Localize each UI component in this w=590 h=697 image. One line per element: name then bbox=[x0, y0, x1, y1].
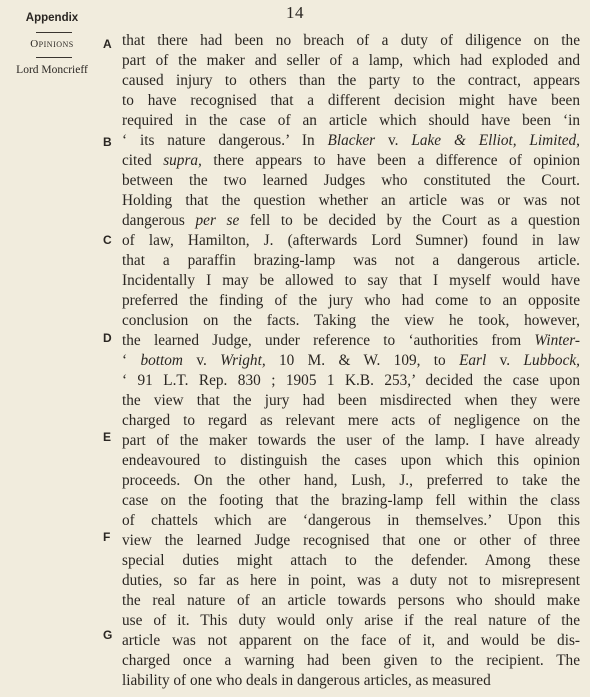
text-segment: ‘ bbox=[122, 352, 141, 369]
text-line bbox=[122, 271, 580, 291]
text-line bbox=[122, 671, 580, 691]
text-line bbox=[122, 551, 580, 571]
text-line bbox=[122, 231, 580, 251]
text-segment: of law, Hamilton, J. (afterwards Lord Sumner) found in law bbox=[122, 232, 580, 249]
text-segment: to have recognised that a different decision might have been bbox=[122, 92, 580, 109]
text-line bbox=[122, 611, 580, 631]
text-segment: part of the maker towards the user of the lamp. I have already bbox=[122, 432, 580, 449]
text-line bbox=[122, 111, 580, 131]
text-segment: charged once a warning had been given to the recipient. The bbox=[122, 652, 580, 669]
text-line bbox=[122, 331, 580, 351]
text-segment: the learned Judge, under reference to ‘authorities from bbox=[122, 332, 535, 349]
margin-rule bbox=[36, 32, 72, 33]
text-segment: that a paraffin brazing-lamp was not a dangerous article. bbox=[122, 252, 580, 269]
text-segment: duties, so far as here in point, was a duty not to misrepresent bbox=[122, 572, 580, 589]
text-segment: Incidentally I may be allowed to say that I myself would have bbox=[122, 272, 580, 289]
text-line bbox=[122, 411, 580, 431]
margin-rule bbox=[36, 57, 72, 58]
text-segment: Holding that the question whether an article was or was not bbox=[122, 192, 580, 209]
italic-text-segment: Wright, bbox=[220, 352, 266, 369]
text-segment: ‘ 91 L.T. Rep. 830 ; 1905 1 K.B. 253,’ decided the case upon bbox=[122, 372, 580, 389]
text-segment: v. bbox=[486, 352, 524, 369]
line-marker-d: D bbox=[103, 331, 112, 345]
opinion-body-text bbox=[122, 31, 580, 691]
page-number: 14 bbox=[286, 3, 304, 22]
text-line bbox=[122, 91, 580, 111]
text-line bbox=[122, 251, 580, 271]
text-segment: case on the footing that the brazing-lamp fell within the class bbox=[122, 492, 580, 509]
margin-appendix-label: Appendix bbox=[25, 12, 79, 24]
line-marker-e: E bbox=[103, 430, 112, 444]
text-line bbox=[122, 511, 580, 531]
italic-text-segment: Blacker bbox=[327, 132, 376, 149]
text-line bbox=[122, 371, 580, 391]
text-segment: part of the maker and seller of a lamp, which had exploded and bbox=[122, 52, 580, 69]
line-marker-c: C bbox=[103, 233, 112, 247]
italic-text-segment: supra, bbox=[163, 152, 202, 169]
text-line bbox=[122, 531, 580, 551]
text-line bbox=[122, 211, 580, 231]
italic-text-segment: Lake & Elliot, Limited, bbox=[411, 132, 580, 149]
text-segment: conclusion on the facts. Taking the view he took, however, bbox=[122, 312, 580, 329]
text-line bbox=[122, 651, 580, 671]
text-segment: fell to be decided by the Court as a question bbox=[239, 212, 580, 229]
text-segment: special duties might attach to the defender. Among these bbox=[122, 552, 580, 569]
text-segment: required in the case of an article which should have been ‘in bbox=[122, 112, 580, 129]
text-line bbox=[122, 431, 580, 451]
text-segment: charged to regard as relevant mere acts of negligence on the bbox=[122, 412, 580, 429]
text-line bbox=[122, 311, 580, 331]
italic-text-segment: bottom bbox=[140, 352, 183, 369]
line-marker-a: A bbox=[103, 37, 112, 51]
italic-text-segment: Lubbock, bbox=[523, 352, 580, 369]
text-segment: caused injury to others than the party to the contract, appears bbox=[122, 72, 580, 89]
text-segment: of chattels which are ‘dangerous in themselves.’ Upon this bbox=[122, 512, 580, 529]
text-line bbox=[122, 51, 580, 71]
text-segment: there appears to have been a difference of opinion bbox=[201, 152, 580, 169]
text-segment: 10 M. & W. 109, to bbox=[265, 352, 460, 369]
text-segment: preferred the finding of the jury who had come to an opposite bbox=[122, 292, 580, 309]
text-segment: cited bbox=[122, 152, 164, 169]
text-segment: the view that the jury had been misdirected when they were bbox=[122, 392, 580, 409]
text-line bbox=[122, 591, 580, 611]
text-line bbox=[122, 471, 580, 491]
margin-judge-label: Lord Moncrieff bbox=[16, 64, 88, 76]
text-line bbox=[122, 151, 580, 171]
text-segment: use of it. This duty would only arise if the real nature of the bbox=[122, 612, 580, 629]
text-segment: between the two learned Judges who constituted the Court. bbox=[122, 172, 580, 189]
text-line bbox=[122, 571, 580, 591]
text-line bbox=[122, 131, 580, 151]
text-segment: that there had been no breach of a duty of diligence on the bbox=[122, 32, 580, 49]
text-segment: endeavoured to distinguish the cases upon which this opinion bbox=[122, 452, 580, 469]
line-marker-f: F bbox=[103, 530, 111, 544]
line-marker-g: G bbox=[103, 628, 113, 642]
text-line bbox=[122, 291, 580, 311]
text-segment: dangerous bbox=[122, 212, 196, 229]
italic-text-segment: Winter- bbox=[534, 332, 580, 349]
text-line bbox=[122, 391, 580, 411]
text-line bbox=[122, 31, 580, 51]
text-segment: ‘ its nature dangerous.’ In bbox=[122, 132, 328, 149]
italic-text-segment: Earl bbox=[459, 352, 487, 369]
text-line bbox=[122, 171, 580, 191]
margin-section-label: Opinions bbox=[30, 38, 74, 50]
text-line bbox=[122, 451, 580, 471]
text-line bbox=[122, 631, 580, 651]
line-marker-b: B bbox=[103, 135, 112, 149]
text-segment: liability of one who deals in dangerous articles, as measured bbox=[122, 672, 491, 689]
text-segment: the real nature of an article towards persons who should make bbox=[122, 592, 580, 609]
text-segment: view the learned Judge recognised that one or other of three bbox=[122, 532, 580, 549]
text-segment: proceeds. On the other hand, Lush, J., preferred to take the bbox=[122, 472, 580, 489]
text-line bbox=[122, 351, 580, 371]
text-segment: v. bbox=[375, 132, 412, 149]
text-line bbox=[122, 191, 580, 211]
text-segment: article was not apparent on the face of it, and would be dis- bbox=[122, 632, 580, 649]
text-line bbox=[122, 71, 580, 91]
text-line bbox=[122, 491, 580, 511]
text-segment: v. bbox=[182, 352, 221, 369]
italic-text-segment: per se bbox=[195, 212, 240, 229]
